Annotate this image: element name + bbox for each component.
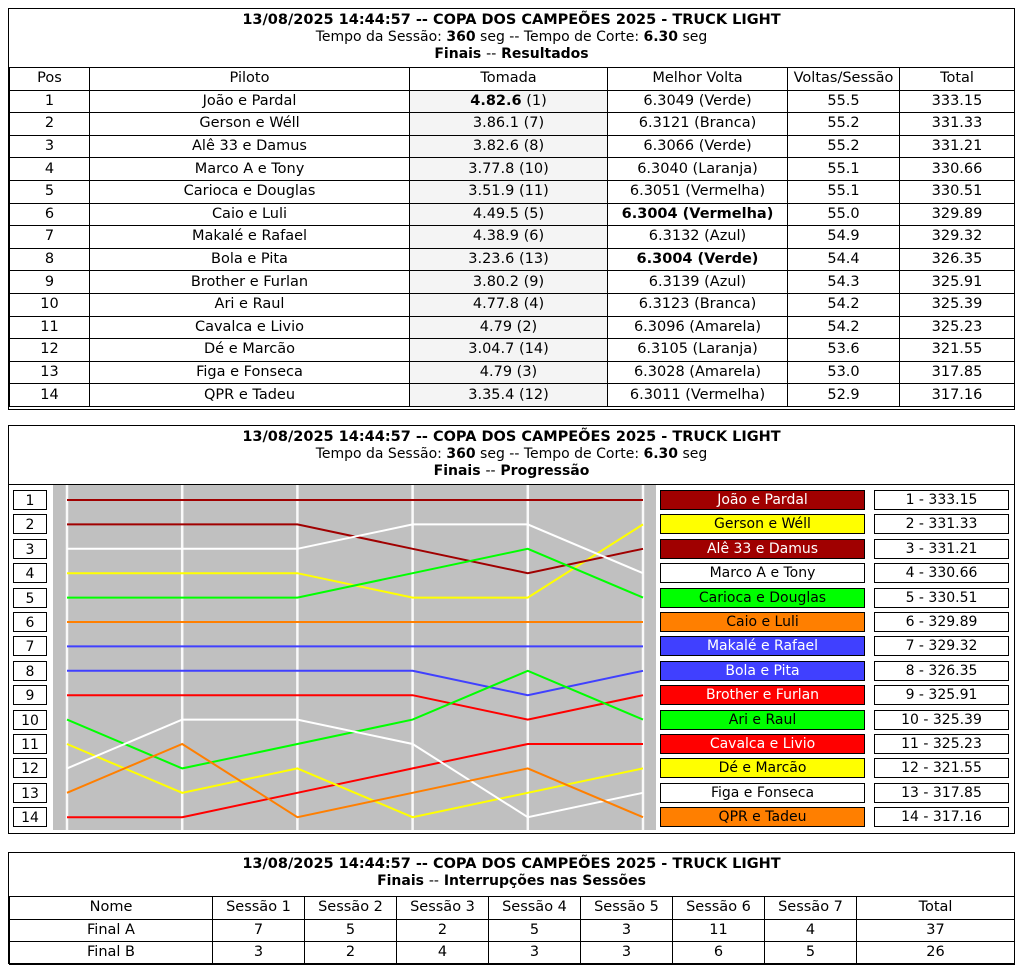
pilot-cell: Dé e Marcão (90, 339, 410, 362)
tomada-time: 3.80.2 (472, 273, 519, 290)
pilot-cell: Marco A e Tony (90, 158, 410, 181)
session-value-cell: 2 (305, 942, 397, 965)
legend-entry: João e Pardal (660, 490, 865, 510)
tomada-time: 4.38.9 (472, 228, 519, 245)
tomada-rank: (1) (526, 92, 547, 109)
position-label: 9 (13, 685, 47, 705)
tomada-time: 4.77.8 (472, 296, 519, 313)
laps-cell: 55.1 (788, 180, 900, 203)
results-session-info: Tempo da Sessão: 360 seg -- Tempo de Corte: 6.30 seg (315, 29, 708, 45)
score-entry: 7 - 329.32 (874, 636, 1009, 656)
position-label: 1 (13, 490, 47, 510)
tomada-cell (410, 248, 608, 271)
tomada-cell (410, 90, 608, 113)
best-lap-cell: 6.3004 (Verde) (608, 248, 788, 271)
results-title: 13/08/2025 14:44:57 -- COPA DOS CAMPEÕES 2025 - TRUCK LIGHT (242, 12, 781, 28)
progression-chart (53, 485, 656, 830)
session-value-cell: 5 (305, 919, 397, 942)
legend-entry: Dé e Marcão (660, 758, 865, 778)
pos-cell: 9 (10, 271, 90, 294)
tomada-time: 3.77.8 (468, 160, 515, 177)
tomada-time: 3.35.4 (468, 386, 515, 403)
pilot-cell: Alê 33 e Damus (90, 135, 410, 158)
progression-body (9, 485, 1014, 832)
laps-cell: 55.2 (788, 113, 900, 136)
pilot-cell: Ari e Raul (90, 293, 410, 316)
pos-cell: 1 (10, 90, 90, 113)
tomada-time: 4.82.6 (470, 92, 522, 109)
session-value-cell: 2 (397, 919, 489, 942)
pilot-cell: João e Pardal (90, 90, 410, 113)
position-label: 4 (13, 563, 47, 583)
position-label: 5 (13, 588, 47, 608)
pilot-cell: Figa e Fonseca (90, 361, 410, 384)
tomada-cell (410, 226, 608, 249)
tomada-cell (410, 339, 608, 362)
legend-entry: Ari e Raul (660, 710, 865, 730)
laps-cell: 54.9 (788, 226, 900, 249)
tomada-cell (410, 203, 608, 226)
best-lap-cell: 6.3004 (Vermelha) (608, 203, 788, 226)
table-row (10, 293, 1015, 316)
session-value-cell: 6 (673, 942, 765, 965)
tomada-cell (410, 316, 608, 339)
pos-cell: 12 (10, 339, 90, 362)
pos-cell: 13 (10, 361, 90, 384)
tomada-rank: (3) (516, 364, 538, 381)
pos-cell: 5 (10, 180, 90, 203)
best-lap-cell: 6.3096 (Amarela) (608, 316, 788, 339)
table-row (10, 203, 1015, 226)
tomada-cell (410, 293, 608, 316)
legend-entry: Alê 33 e Damus (660, 539, 865, 559)
results-col-header: Piloto (90, 68, 410, 91)
position-label: 3 (13, 539, 47, 559)
tomada-rank: (13) (518, 251, 549, 268)
laps-cell: 55.1 (788, 158, 900, 181)
pilot-cell: Brother e Furlan (90, 271, 410, 294)
legend-entry: QPR e Tadeu (660, 807, 865, 827)
name-cell: Final A (10, 919, 213, 942)
position-label: 10 (13, 710, 47, 730)
best-lap-cell: 6.3011 (Vermelha) (608, 384, 788, 407)
pos-cell: 2 (10, 113, 90, 136)
score-entry: 11 - 325.23 (874, 734, 1009, 754)
progression-session-info: Tempo da Sessão: 360 seg -- Tempo de Corte: 6.30 seg (315, 446, 708, 462)
pos-cell: 4 (10, 158, 90, 181)
position-label: 7 (13, 636, 47, 656)
total-cell: 330.51 (900, 180, 1015, 203)
best-lap-cell: 6.3049 (Verde) (608, 90, 788, 113)
total-cell: 329.32 (900, 226, 1015, 249)
progression-subtitle: Finais -- Progressão (433, 463, 590, 479)
pilot-cell: QPR e Tadeu (90, 384, 410, 407)
laps-cell: 53.6 (788, 339, 900, 362)
score-entry: 3 - 331.21 (874, 539, 1009, 559)
table-row (10, 339, 1015, 362)
legend-entry: Caio e Luli (660, 612, 865, 632)
legend-entry: Marco A e Tony (660, 563, 865, 583)
total-cell: 331.21 (900, 135, 1015, 158)
position-label: 8 (13, 661, 47, 681)
total-cell: 37 (857, 919, 1015, 942)
legend-entry: Figa e Fonseca (660, 783, 865, 803)
score-entry: 5 - 330.51 (874, 588, 1009, 608)
total-cell: 331.33 (900, 113, 1015, 136)
tomada-rank: (4) (523, 296, 545, 313)
score-entry: 13 - 317.85 (874, 783, 1009, 803)
interruptions-col-header: Sessão 3 (397, 897, 489, 920)
best-lap-cell: 6.3139 (Azul) (608, 271, 788, 294)
table-row (10, 90, 1015, 113)
tomada-time: 4.49.5 (472, 205, 519, 222)
tomada-rank: (2) (516, 318, 538, 335)
position-label: 6 (13, 612, 47, 632)
table-row (10, 248, 1015, 271)
score-entry: 12 - 321.55 (874, 758, 1009, 778)
table-row (10, 271, 1015, 294)
results-subtitle: Finais -- Resultados (434, 46, 589, 62)
table-row (10, 180, 1015, 203)
tomada-cell (410, 158, 608, 181)
session-value-cell: 3 (581, 919, 673, 942)
pos-cell: 6 (10, 203, 90, 226)
tomada-cell (410, 135, 608, 158)
best-lap-cell: 6.3040 (Laranja) (608, 158, 788, 181)
legend-entry: Bola e Pita (660, 661, 865, 681)
best-lap-cell: 6.3051 (Vermelha) (608, 180, 788, 203)
total-cell: 325.91 (900, 271, 1015, 294)
progression-header (9, 426, 1014, 485)
tomada-time: 3.82.6 (472, 138, 519, 155)
session-value-cell: 11 (673, 919, 765, 942)
position-label: 2 (13, 514, 47, 534)
laps-cell: 55.0 (788, 203, 900, 226)
best-lap-cell: 6.3066 (Verde) (608, 135, 788, 158)
tomada-rank: (6) (523, 228, 545, 245)
legend-entry: Gerson e Wéll (660, 514, 865, 534)
score-entry: 6 - 329.89 (874, 612, 1009, 632)
interruptions-col-header: Sessão 5 (581, 897, 673, 920)
interruptions-col-header: Sessão 4 (489, 897, 581, 920)
pos-cell: 14 (10, 384, 90, 407)
pilot-cell: Gerson e Wéll (90, 113, 410, 136)
pos-cell: 10 (10, 293, 90, 316)
score-entry: 1 - 333.15 (874, 490, 1009, 510)
score-entry: 14 - 317.16 (874, 807, 1009, 827)
tomada-time: 4.79 (479, 364, 513, 381)
tomada-rank: (5) (523, 205, 545, 222)
laps-cell: 53.0 (788, 361, 900, 384)
interruptions-col-header: Nome (10, 897, 213, 920)
best-lap-cell: 6.3105 (Laranja) (608, 339, 788, 362)
tomada-rank: (8) (523, 138, 545, 155)
results-panel (8, 8, 1015, 410)
laps-cell: 54.3 (788, 271, 900, 294)
session-value-cell: 7 (213, 919, 305, 942)
score-entry: 2 - 331.33 (874, 514, 1009, 534)
legend-entry: Cavalca e Livio (660, 734, 865, 754)
total-cell: 326.35 (900, 248, 1015, 271)
pilot-cell: Caio e Luli (90, 203, 410, 226)
total-cell: 26 (857, 942, 1015, 965)
total-cell: 321.55 (900, 339, 1015, 362)
progression-title: 13/08/2025 14:44:57 -- COPA DOS CAMPEÕES 2025 - TRUCK LIGHT (242, 429, 781, 445)
table-row (10, 158, 1015, 181)
total-cell: 325.23 (900, 316, 1015, 339)
score-entry: 9 - 325.91 (874, 685, 1009, 705)
session-value-cell: 5 (489, 919, 581, 942)
pilot-cell: Bola e Pita (90, 248, 410, 271)
tomada-rank: (11) (518, 183, 549, 200)
interruptions-panel (8, 852, 1015, 964)
tomada-rank: (14) (518, 341, 549, 358)
session-value-cell: 3 (213, 942, 305, 965)
session-value-cell: 3 (581, 942, 673, 965)
best-lap-cell: 6.3028 (Amarela) (608, 361, 788, 384)
legend-entry: Carioca e Douglas (660, 588, 865, 608)
session-value-cell: 4 (397, 942, 489, 965)
total-cell: 329.89 (900, 203, 1015, 226)
tomada-time: 3.23.6 (468, 251, 515, 268)
best-lap-cell: 6.3121 (Branca) (608, 113, 788, 136)
interruptions-col-header: Sessão 2 (305, 897, 397, 920)
laps-cell: 54.2 (788, 293, 900, 316)
pilot-cell: Cavalca e Livio (90, 316, 410, 339)
results-header (9, 9, 1014, 67)
tomada-time: 3.86.1 (472, 115, 519, 132)
interruptions-col-header: Total (857, 897, 1015, 920)
tomada-time: 3.04.7 (468, 341, 515, 358)
table-row (10, 384, 1015, 407)
pos-cell: 3 (10, 135, 90, 158)
tomada-cell (410, 384, 608, 407)
interruptions-col-header: Sessão 7 (765, 897, 857, 920)
total-cell: 325.39 (900, 293, 1015, 316)
tomada-cell (410, 361, 608, 384)
laps-cell: 55.2 (788, 135, 900, 158)
tomada-cell (410, 271, 608, 294)
table-row (10, 316, 1015, 339)
results-col-header: Pos (10, 68, 90, 91)
tomada-rank: (12) (518, 386, 549, 403)
tomada-rank: (7) (523, 115, 545, 132)
pilot-cell: Makalé e Rafael (90, 226, 410, 249)
laps-cell: 54.4 (788, 248, 900, 271)
pos-cell: 8 (10, 248, 90, 271)
tomada-time: 3.51.9 (468, 183, 515, 200)
progression-panel (8, 425, 1015, 834)
results-col-header: Voltas/Sessão (788, 68, 900, 91)
table-row (10, 226, 1015, 249)
total-cell: 317.16 (900, 384, 1015, 407)
tomada-rank: (10) (518, 160, 549, 177)
total-cell: 333.15 (900, 90, 1015, 113)
position-label: 14 (13, 807, 47, 827)
session-value-cell: 3 (489, 942, 581, 965)
pos-cell: 7 (10, 226, 90, 249)
total-cell: 317.85 (900, 361, 1015, 384)
results-col-header: Tomada (410, 68, 608, 91)
laps-cell: 55.5 (788, 90, 900, 113)
session-value-cell: 5 (765, 942, 857, 965)
results-col-header: Melhor Volta (608, 68, 788, 91)
table-row (10, 361, 1015, 384)
position-label: 13 (13, 783, 47, 803)
interruptions-title: 13/08/2025 14:44:57 -- COPA DOS CAMPEÕES 2025 - TRUCK LIGHT (242, 856, 781, 872)
table-row (10, 919, 1015, 942)
tomada-cell (410, 113, 608, 136)
pilot-cell: Carioca e Douglas (90, 180, 410, 203)
results-col-header: Total (900, 68, 1015, 91)
total-cell: 330.66 (900, 158, 1015, 181)
score-entry: 10 - 325.39 (874, 710, 1009, 730)
table-row (10, 113, 1015, 136)
legend-entry: Makalé e Rafael (660, 636, 865, 656)
score-entry: 4 - 330.66 (874, 563, 1009, 583)
interruptions-col-header: Sessão 1 (213, 897, 305, 920)
legend-entry: Brother e Furlan (660, 685, 865, 705)
laps-cell: 52.9 (788, 384, 900, 407)
interruptions-col-header: Sessão 6 (673, 897, 765, 920)
tomada-time: 4.79 (479, 318, 513, 335)
tomada-cell (410, 180, 608, 203)
best-lap-cell: 6.3123 (Branca) (608, 293, 788, 316)
pos-cell: 11 (10, 316, 90, 339)
results-table (9, 67, 1015, 407)
position-label: 12 (13, 758, 47, 778)
interruptions-header (9, 853, 1014, 896)
best-lap-cell: 6.3132 (Azul) (608, 226, 788, 249)
score-entry: 8 - 326.35 (874, 661, 1009, 681)
session-value-cell: 4 (765, 919, 857, 942)
table-row (10, 135, 1015, 158)
table-row (10, 942, 1015, 965)
position-label: 11 (13, 734, 47, 754)
tomada-rank: (9) (523, 273, 545, 290)
laps-cell: 54.2 (788, 316, 900, 339)
name-cell: Final B (10, 942, 213, 965)
interruptions-subtitle: Finais -- Interrupções nas Sessões (377, 873, 646, 889)
interruptions-table (9, 896, 1015, 965)
